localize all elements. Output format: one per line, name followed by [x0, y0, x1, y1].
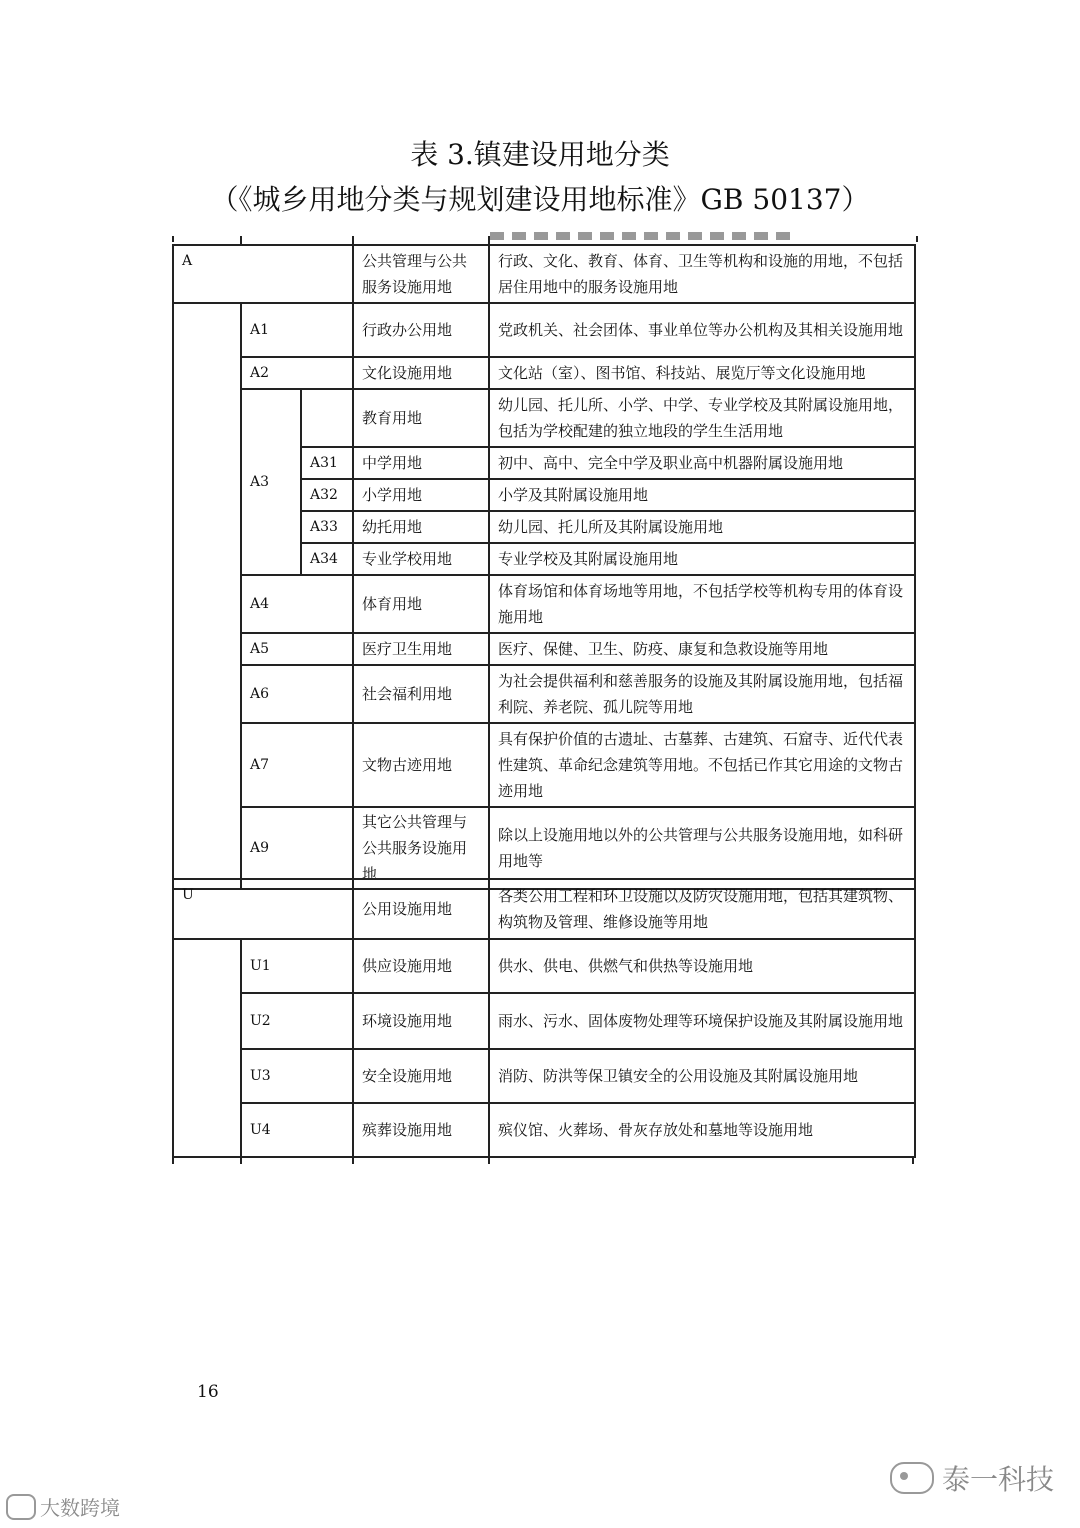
category-description: 行政、文化、教育、体育、卫生等机构和设施的用地，不包括居住用地中的服务设施用地 [489, 245, 915, 303]
document-subtitle: （《城乡用地分类与规划建设用地标准》GB 50137） [210, 183, 870, 216]
category-code: A34 [301, 543, 353, 575]
category-name: 供应设施用地 [353, 939, 489, 993]
watermark-right [890, 1458, 1054, 1498]
category-code: A [173, 245, 353, 303]
table-row [173, 303, 915, 357]
category-name: 幼托用地 [353, 511, 489, 543]
category-description: 体育场馆和体育场地等用地，不包括学校等机构专用的体育设施用地 [489, 575, 915, 633]
indent-cell [173, 939, 241, 1157]
wechat-logo-icon [890, 1462, 934, 1494]
table-tick [352, 236, 354, 244]
category-code: A1 [241, 303, 353, 357]
brand-logo-icon [6, 1494, 36, 1520]
watermark-left-text: 大数跨境 [40, 1496, 120, 1520]
table-row [173, 879, 915, 939]
watermark-left [6, 1492, 120, 1521]
document-title: 表 3.镇建设用地分类 [410, 138, 670, 171]
table-tick [352, 1156, 354, 1164]
indent-cell [173, 303, 241, 889]
category-description: 党政机关、社会团体、事业单位等办公机构及其相关设施用地 [489, 303, 915, 357]
table-row [173, 575, 915, 633]
category-description: 为社会提供福利和慈善服务的设施及其附属设施用地，包括福利院、养老院、孤儿院等用地 [489, 665, 915, 723]
category-description: 供水、供电、供燃气和供热等设施用地 [489, 939, 915, 993]
table-row [173, 357, 915, 389]
category-description: 初中、高中、完全中学及职业高中机器附属设施用地 [489, 447, 915, 479]
table-row [173, 723, 915, 807]
category-name: 环境设施用地 [353, 993, 489, 1049]
category-code: A3 [241, 389, 301, 575]
category-code: A31 [301, 447, 353, 479]
category-description: 除以上设施用地以外的公共管理与公共服务设施用地，如科研用地等 [489, 807, 915, 889]
category-name: 文物古迹用地 [353, 723, 489, 807]
category-name: 公用设施用地 [353, 879, 489, 939]
category-description: 幼儿园、托儿所、小学、中学、专业学校及其附属设施用地，包括为学校配建的独立地段的学生生活用地 [489, 389, 915, 447]
category-code: U4 [241, 1103, 353, 1157]
cut-text-fragment [490, 232, 790, 240]
category-description: 消防、防洪等保卫镇安全的公用设施及其附属设施用地 [489, 1049, 915, 1103]
category-description: 医疗、保健、卫生、防疫、康复和急救设施等用地 [489, 633, 915, 665]
empty-cell [301, 389, 353, 447]
table-row [173, 245, 915, 303]
category-code: A33 [301, 511, 353, 543]
category-name: 文化设施用地 [353, 357, 489, 389]
table-tick [488, 1156, 490, 1164]
category-description: 各类公用工程和环卫设施以及防灾设施用地，包括其建筑物、构筑物及管理、维修设施等用地 [489, 879, 915, 939]
category-code: U1 [241, 939, 353, 993]
category-name: 小学用地 [353, 479, 489, 511]
category-name: 体育用地 [353, 575, 489, 633]
table-row [173, 939, 915, 993]
table-row [173, 1049, 915, 1103]
category-description: 专业学校及其附属设施用地 [489, 543, 915, 575]
category-description: 雨水、污水、固体废物处理等环境保护设施及其附属设施用地 [489, 993, 915, 1049]
category-description: 幼儿园、托儿所及其附属设施用地 [489, 511, 915, 543]
category-name: 专业学校用地 [353, 543, 489, 575]
category-name: 教育用地 [353, 389, 489, 447]
category-code: A7 [241, 723, 353, 807]
table-row [173, 633, 915, 665]
category-name: 社会福利用地 [353, 665, 489, 723]
table-row [173, 389, 915, 447]
table-row [173, 807, 915, 889]
category-name: 公共管理与公共服务设施用地 [353, 245, 489, 303]
table-tick [240, 1156, 242, 1164]
category-name: 医疗卫生用地 [353, 633, 489, 665]
land-use-table-u [172, 878, 916, 1158]
category-code: A5 [241, 633, 353, 665]
category-description: 具有保护价值的古遗址、古墓葬、古建筑、石窟寺、近代代表性建筑、革命纪念建筑等用地。不包括已作其它用途的文物古迹用地 [489, 723, 915, 807]
category-code: A32 [301, 479, 353, 511]
table-tick [172, 1156, 174, 1164]
category-code: A6 [241, 665, 353, 723]
category-name: 中学用地 [353, 447, 489, 479]
category-code: U2 [241, 993, 353, 1049]
category-description: 小学及其附属设施用地 [489, 479, 915, 511]
table-tick [488, 236, 490, 244]
table-row [173, 1103, 915, 1157]
table-row [173, 665, 915, 723]
category-name: 行政办公用地 [353, 303, 489, 357]
category-code: U3 [241, 1049, 353, 1103]
category-description: 文化站（室）、图书馆、科技站、展览厅等文化设施用地 [489, 357, 915, 389]
category-name: 安全设施用地 [353, 1049, 489, 1103]
category-code: U [173, 879, 353, 939]
table-row [173, 993, 915, 1049]
category-description: 殡仪馆、火葬场、骨灰存放处和墓地等设施用地 [489, 1103, 915, 1157]
category-name: 其它公共管理与公共服务设施用地 [353, 807, 489, 889]
land-use-table-a [172, 244, 916, 890]
category-code: A9 [241, 807, 353, 889]
category-code: A4 [241, 575, 353, 633]
page-number: 16 [197, 1382, 219, 1402]
category-name: 殡葬设施用地 [353, 1103, 489, 1157]
category-code: A2 [241, 357, 353, 389]
table-tick [912, 1156, 914, 1164]
watermark-right-text: 泰一科技 [942, 1463, 1055, 1496]
table-tick [240, 236, 242, 244]
